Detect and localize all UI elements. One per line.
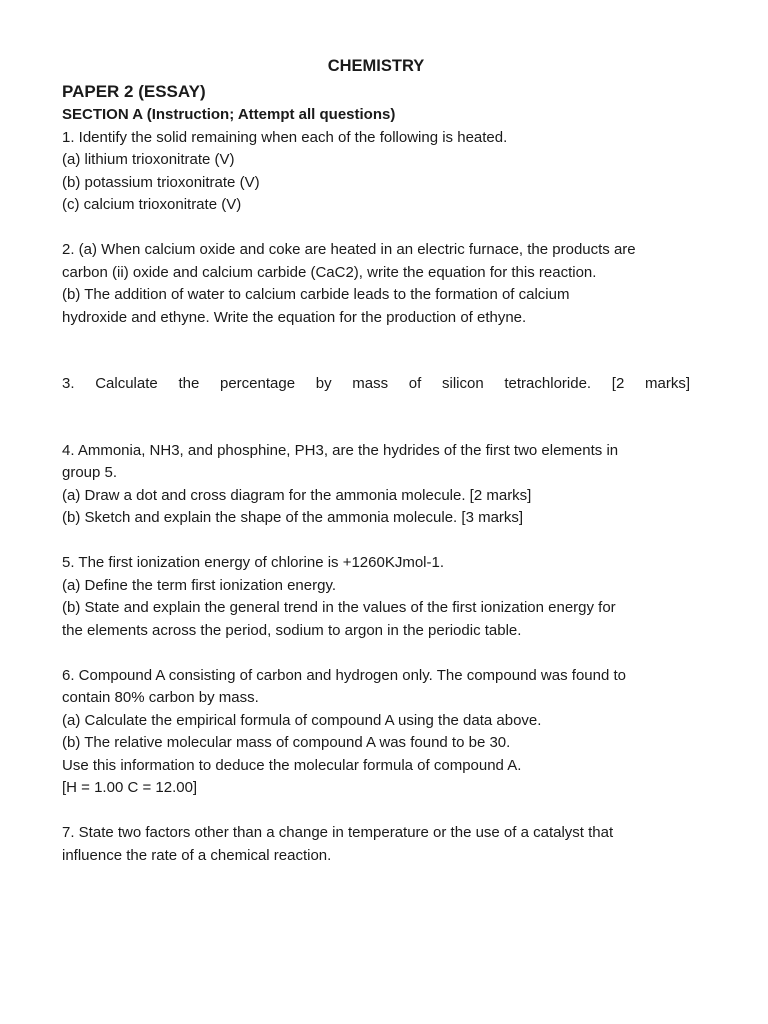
- question-2-part-a-line-1: 2. (a) When calcium oxide and coke are heated in an electric furnace, the products are: [62, 241, 636, 258]
- question-2-part-a-line-2: carbon (ii) oxide and calcium carbide (CaC2), write the equation for this reaction.: [62, 263, 597, 281]
- question-3-word: [2: [611, 375, 625, 392]
- question-5-stem: 5. The first ionization energy of chlorine is +1260KJmol-1.: [62, 554, 445, 571]
- question-5-part-b-line-1: (b) State and explain the general trend in the values of the first ionization energy for: [62, 599, 616, 616]
- question-4-part-a: (a) Draw a dot and cross diagram for the ammonia molecule. [2 marks]: [62, 486, 532, 504]
- question-3: [62, 373, 690, 396]
- question-5-part-b-line-2: the elements across the period, sodium to argon in the periodic table.: [62, 621, 522, 639]
- question-3-word: silicon: [442, 375, 484, 392]
- question-6-part-b: (b) The relative molecular mass of compound A was found to be 30.: [62, 734, 511, 751]
- question-3-word: the: [178, 375, 200, 392]
- question-5: [62, 552, 690, 642]
- paper-heading: PAPER 2 (ESSAY): [62, 82, 206, 101]
- question-3-word: 3.: [62, 375, 75, 392]
- exam-page: [62, 54, 690, 867]
- question-4-part-b: (b) Sketch and explain the shape of the ammonia molecule. [3 marks]: [62, 509, 524, 526]
- question-6-instruction: Use this information to deduce the molecular formula of compound A.: [62, 756, 522, 774]
- question-1: [62, 127, 690, 217]
- question-1-part-a: (a) lithium trioxonitrate (V): [62, 151, 235, 168]
- question-4-stem-line-2: group 5.: [62, 464, 118, 481]
- document-title: CHEMISTRY: [327, 57, 425, 75]
- question-2-part-b-line-1: (b) The addition of water to calcium carbide leads to the formation of calcium: [62, 286, 570, 303]
- question-4: [62, 440, 690, 530]
- question-3-word: mass: [352, 375, 389, 392]
- question-2-part-b-line-2: hydroxide and ethyne. Write the equation for the production of ethyne.: [62, 308, 527, 326]
- question-3-word: marks]: [644, 375, 690, 392]
- question-4-stem-line-1: 4. Ammonia, NH3, and phosphine, PH3, are the hydrides of the first two elements in: [62, 441, 619, 459]
- question-6: [62, 665, 690, 800]
- question-7: [62, 822, 690, 867]
- question-1-part-b: (b) potassium trioxonitrate (V): [62, 173, 260, 191]
- question-6-part-a: (a) Calculate the empirical formula of compound A using the data above.: [62, 711, 542, 729]
- question-7-line-1: 7. State two factors other than a change in temperature or the use of a catalyst that: [62, 824, 614, 841]
- question-6-stem-line-1: 6. Compound A consisting of carbon and hydrogen only. The compound was found to: [62, 666, 626, 684]
- question-3-word: Calculate: [95, 375, 158, 392]
- question-3-word: percentage: [219, 375, 296, 392]
- question-3-word: tetrachloride.: [504, 375, 592, 392]
- question-3-word: of: [408, 375, 422, 392]
- question-1-stem: 1. Identify the solid remaining when each of the following is heated.: [62, 128, 508, 146]
- question-6-atomic-masses: [H = 1.00 C = 12.00]: [62, 779, 198, 796]
- section-heading: SECTION A (Instruction; Attempt all questions): [62, 106, 396, 123]
- question-1-part-c: (c) calcium trioxonitrate (V): [62, 196, 242, 213]
- question-3-word: by: [315, 375, 332, 392]
- question-7-line-2: influence the rate of a chemical reaction.: [62, 846, 332, 864]
- question-6-stem-line-2: contain 80% carbon by mass.: [62, 689, 259, 706]
- question-2: [62, 239, 690, 329]
- question-5-part-a: (a) Define the term first ionization energy.: [62, 576, 337, 594]
